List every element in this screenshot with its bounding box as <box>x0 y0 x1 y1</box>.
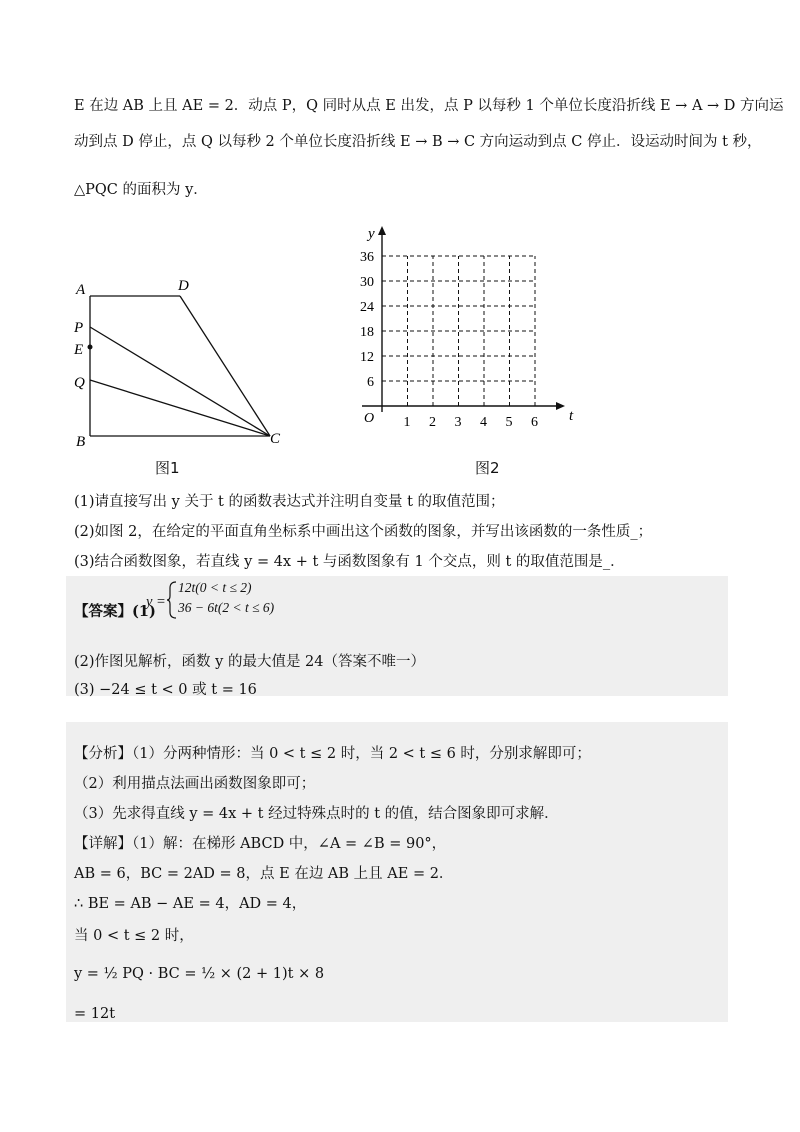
analysis-line-9: = 12t <box>74 1006 116 1022</box>
analysis-line-7: 当 0 < t ≤ 2 时， <box>74 928 194 944</box>
y-tick-label: 12 <box>360 350 374 365</box>
point-e-dot <box>88 345 93 350</box>
x-tick-label: 3 <box>454 415 462 430</box>
question-2: (2)如图 2，在给定的平面直角坐标系中画出这个函数的图象，并写出该函数的一条性质_； <box>74 524 653 540</box>
figure-1-trapezoid <box>60 270 300 455</box>
x-tick-label: 5 <box>505 415 513 430</box>
answer-3: (3) −24 ≤ t < 0 或 t = 16 <box>74 682 257 698</box>
answer-case-2: 36 − 6t(2 < t ≤ 6) <box>178 600 275 615</box>
label-c: C <box>270 431 281 447</box>
label-p: P <box>74 320 84 336</box>
figure-2-grid <box>350 222 574 432</box>
label-e: E <box>74 342 84 358</box>
x-tick-label: 6 <box>531 415 538 430</box>
analysis-line-5: AB = 6，BC = 2AD = 8，点 E 在边 AB 上且 AE = 2． <box>74 866 454 882</box>
y-tick-label: 18 <box>360 325 374 340</box>
y-axis-arrow <box>378 226 386 235</box>
answer-y-eq: y = <box>146 594 166 610</box>
analysis-line-2: （2）利用描点法画出函数图象即可； <box>74 776 316 792</box>
y-tick-label: 24 <box>360 300 374 315</box>
x-tick-label: 2 <box>429 415 436 430</box>
figure-1-caption: 图1 <box>155 459 180 477</box>
y-tick-label: 36 <box>360 250 374 265</box>
origin-label: O <box>364 411 375 426</box>
analysis-line-3: （3）先求得直线 y = 4x + t 经过特殊点时的 t 的值，结合图象即可求解． <box>74 806 559 822</box>
x-tick-label: 4 <box>480 415 487 430</box>
analysis-line-1: 【分析】（1）分两种情形：当 0 < t ≤ 2 时，当 2 < t ≤ 6 时，分别求解即可； <box>74 746 591 762</box>
answer-label: 【答案】(1) <box>74 603 156 620</box>
question-3: (3)结合函数图象，若直线 y = 4x + t 与函数图象有 1 个交点，则 t 的取值范围是_． <box>74 554 625 570</box>
x-axis-label: t <box>569 408 574 424</box>
intro-line-3: △PQC 的面积为 y． <box>74 182 208 198</box>
label-a: A <box>76 282 86 298</box>
x-tick-label: 1 <box>403 415 411 430</box>
analysis-line-4: 【详解】（1）解：在梯形 ABCD 中，∠A = ∠B = 90°， <box>74 836 447 852</box>
answer-2: (2)作图见解析，函数 y 的最大值是 24（答案不唯一） <box>74 654 426 670</box>
x-axis-arrow <box>556 402 565 410</box>
label-q: Q <box>74 375 85 391</box>
label-d: D <box>178 278 189 294</box>
piecewise-brace <box>166 580 178 620</box>
analysis-line-6: ∴ BE = AB − AE = 4，AD = 4， <box>74 896 307 912</box>
y-tick-label: 30 <box>360 275 374 290</box>
label-b: B <box>76 434 86 450</box>
analysis-line-8: y = ½ PQ · BC = ½ × (2 + 1)t × 8 <box>74 966 325 982</box>
question-1: (1)请直接写出 y 关于 t 的函数表达式并注明自变量 t 的取值范围； <box>74 494 505 510</box>
intro-line-2: 动到点 D 停止，点 Q 以每秒 2 个单位长度沿折线 E → B → C 方向运动到点 C 停止．设运动时间为 t 秒， <box>74 134 762 150</box>
intro-line-1: E 在边 AB 上且 AE = 2．动点 P，Q 同时从点 E 出发，点 P 以每秒 1 个单位长度沿折线 E → A → D 方向运 <box>74 98 784 114</box>
figure-2-caption: 图2 <box>475 459 500 477</box>
y-tick-label: 6 <box>367 375 374 390</box>
answer-case-1: 12t(0 < t ≤ 2) <box>178 580 252 595</box>
y-axis-label: y <box>368 226 375 242</box>
